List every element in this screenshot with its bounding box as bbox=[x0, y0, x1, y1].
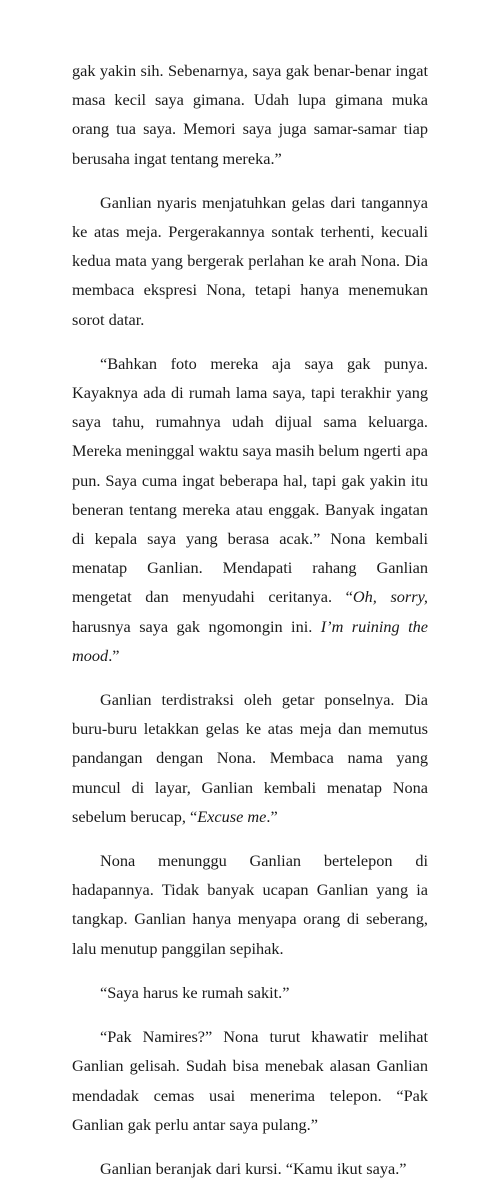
paragraph-7 bbox=[72, 1022, 428, 1139]
paragraph-3 bbox=[72, 349, 428, 670]
book-page bbox=[72, 56, 428, 1183]
paragraph-5 bbox=[72, 846, 428, 963]
paragraph-8-text: Ganlian beranjak dari kursi. “Kamu ikut saya.” bbox=[100, 1158, 407, 1178]
paragraph-1-text: gak yakin sih. Sebenarnya, saya gak benar-benar ingat masa kecil saya gimana. Udah lupa gimana muka orang tua saya. Memori saya juga samar-samar tiap berusaha ingat tentang mereka.” bbox=[72, 61, 428, 168]
paragraph-3-italic-oh-sorry: Oh, sorry, bbox=[352, 587, 428, 607]
paragraph-2 bbox=[72, 188, 428, 334]
paragraph-4-text-b: .” bbox=[266, 806, 278, 826]
paragraph-8 bbox=[72, 1154, 428, 1183]
paragraph-4-italic-excuse: Excuse me bbox=[197, 806, 267, 826]
paragraph-3-text-c: .” bbox=[108, 645, 120, 665]
paragraph-6-text: “Saya harus ke rumah sakit.” bbox=[100, 982, 290, 1002]
paragraph-5-text: Nona menunggu Ganlian bertelepon di hadapannya. Tidak banyak ucapan Ganlian yang ia tangkap. Ganlian hanya menyapa orang di seberang, lalu menutup panggilan sepihak. bbox=[72, 851, 428, 958]
paragraph-1 bbox=[72, 56, 428, 173]
paragraph-3-italic-ruining: I’m ruining the mood bbox=[72, 616, 429, 665]
paragraph-6 bbox=[72, 978, 428, 1007]
paragraph-4-text-a: Ganlian terdistraksi oleh getar ponselnya. Dia buru-buru letakkan gelas ke atas meja dan memutus pandangan dengan Nona. Membaca nama yang muncul di layar, Ganlian kembali menatap Nona sebelum berucap, “ bbox=[72, 690, 428, 826]
paragraph-7-text: “Pak Namires?” Nona turut khawatir melihat Ganlian gelisah. Sudah bisa menebak alasan Ganlian mendadak cemas usai menerima telepon. “Pak Ganlian gak perlu antar saya pulang.” bbox=[72, 1027, 428, 1134]
paragraph-3-text-a: “Bahkan foto mereka aja saya gak punya. Kayaknya ada di rumah lama saya, tapi terakhir yang saya tahu, rumahnya udah dijual sama keluarga. Mereka meninggal waktu saya masih belum ngerti apa pun. Saya cuma ingat beberapa hal, tapi gak yakin itu beneran tentang mereka atau enggak. Banyak ingatan di kepala saya yang berasa acak.” Nona kembali menatap Ganlian. Mendapati rahang Ganlian mengetat dan menyudahi ceritanya. “ bbox=[72, 353, 428, 607]
paragraph-2-text: Ganlian nyaris menjatuhkan gelas dari tangannya ke atas meja. Pergerakannya sontak terhenti, kecuali kedua mata yang bergerak perlahan ke arah Nona. Dia membaca ekspresi Nona, tetapi hanya menemukan sorot datar. bbox=[72, 192, 428, 329]
paragraph-4 bbox=[72, 685, 428, 831]
paragraph-3-text-b: harusnya saya gak ngomongin ini. bbox=[72, 616, 321, 636]
